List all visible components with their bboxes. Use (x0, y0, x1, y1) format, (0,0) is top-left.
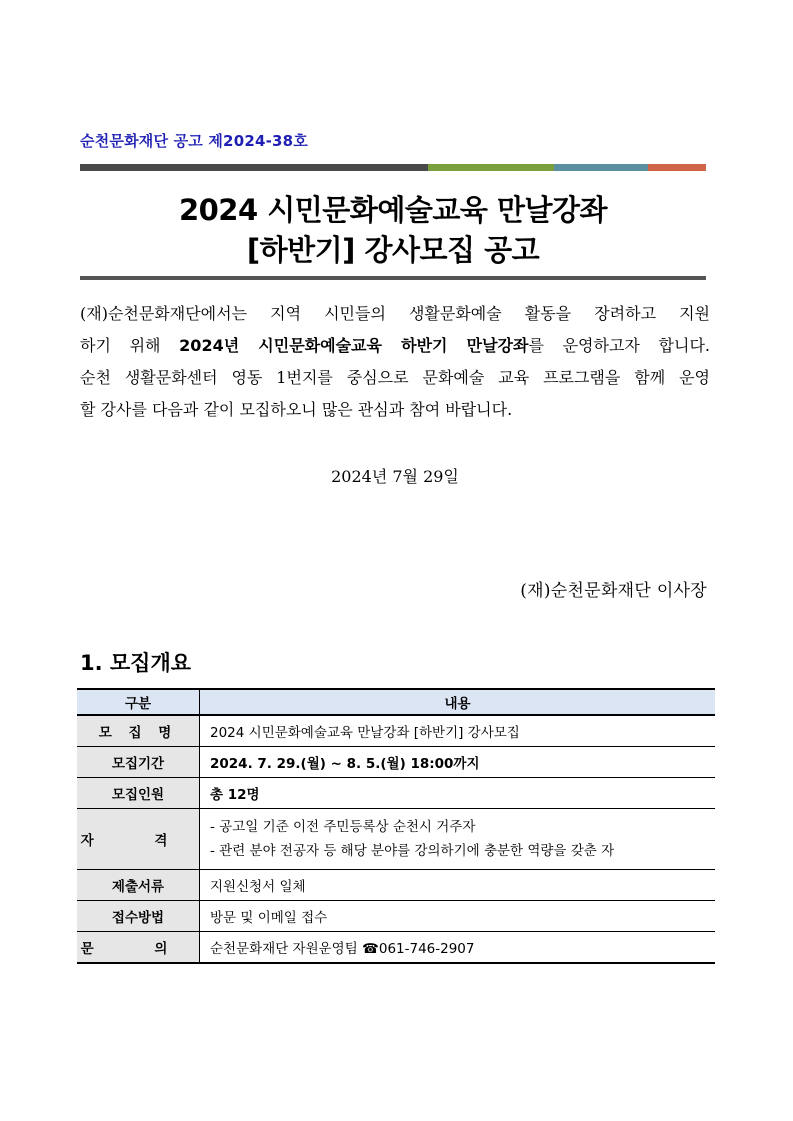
table-row (77, 901, 715, 932)
page-title-line2: [하반기] 강사모집 공고 (246, 233, 540, 267)
row-label: 접수방법 (77, 901, 200, 932)
table-row (77, 778, 715, 809)
bar-segment-green (428, 164, 554, 171)
row-value: 지원신청서 일체 (200, 870, 716, 901)
table-row (77, 715, 715, 747)
intro-line: 할 강사를 다음과 같이 모집하오니 많은 관심과 참여 바랍니다. (80, 400, 513, 419)
intro-text: 하기 위해 (80, 336, 180, 355)
table-header-label: 구분 (77, 689, 200, 715)
table-row (77, 747, 715, 778)
intro-text: 를 운영하고자 합니다. (528, 336, 710, 355)
notice-date: 2024년 7월 29일 (331, 467, 459, 486)
intro-line: 순천 생활문화센터 영동 1번지를 중심으로 문화예술 교육 프로그램을 함께 운영 (80, 368, 710, 387)
intro-paragraph (80, 298, 710, 426)
row-value: 총 12명 (200, 778, 716, 809)
table-header-content: 내용 (200, 689, 716, 715)
recruitment-overview-table (77, 688, 715, 964)
row-label: 모집기간 (77, 747, 200, 778)
row-value: 순천문화재단 자원운영팀 ☎061-746-2907 (200, 932, 716, 964)
intro-program-name: 2024년 시민문화예술교육 하반기 만날강좌 (179, 336, 529, 355)
row-value: 2024. 7. 29.(월) ~ 8. 5.(월) 18:00까지 (200, 747, 716, 778)
intro-line (80, 330, 710, 362)
row-value: 2024 시민문화예술교육 만날강좌 [하반기] 강사모집 (200, 715, 716, 747)
table-row (77, 870, 715, 901)
row-value (200, 809, 716, 870)
bar-segment-orange (648, 164, 706, 171)
intro-line: (재)순천문화재단에서는 지역 시민들의 생활문화예술 활동을 장려하고 지원 (80, 304, 710, 323)
bar-segment-dark (80, 164, 428, 171)
table-row (77, 809, 715, 870)
row-label: 제출서류 (77, 870, 200, 901)
row-label: 문 의 (77, 932, 200, 964)
row-value: 방문 및 이메일 접수 (200, 901, 716, 932)
qualification-item: - 관련 분야 전공자 등 해당 분야를 강의하기에 충분한 역량을 갖춘 자 (210, 843, 615, 859)
bar-segment-teal (554, 164, 648, 171)
row-label: 모집인원 (77, 778, 200, 809)
page-title-line1: 2024 시민문화예술교육 만날강좌 (178, 193, 608, 227)
title-divider (80, 276, 706, 280)
notice-number: 순천문화재단 공고 제2024-38호 (80, 132, 308, 150)
section-title: 1. 모집개요 (80, 651, 192, 675)
row-label: 자 격 (77, 809, 200, 870)
header-color-bar (80, 164, 706, 171)
table-header-row (77, 689, 715, 715)
qualification-item: - 공고일 기준 이전 주민등록상 순천시 거주자 (210, 819, 476, 835)
table-row (77, 932, 715, 964)
issuer-name: (재)순천문화재단 이사장 (520, 581, 707, 601)
row-label: 모 집 명 (77, 715, 200, 747)
